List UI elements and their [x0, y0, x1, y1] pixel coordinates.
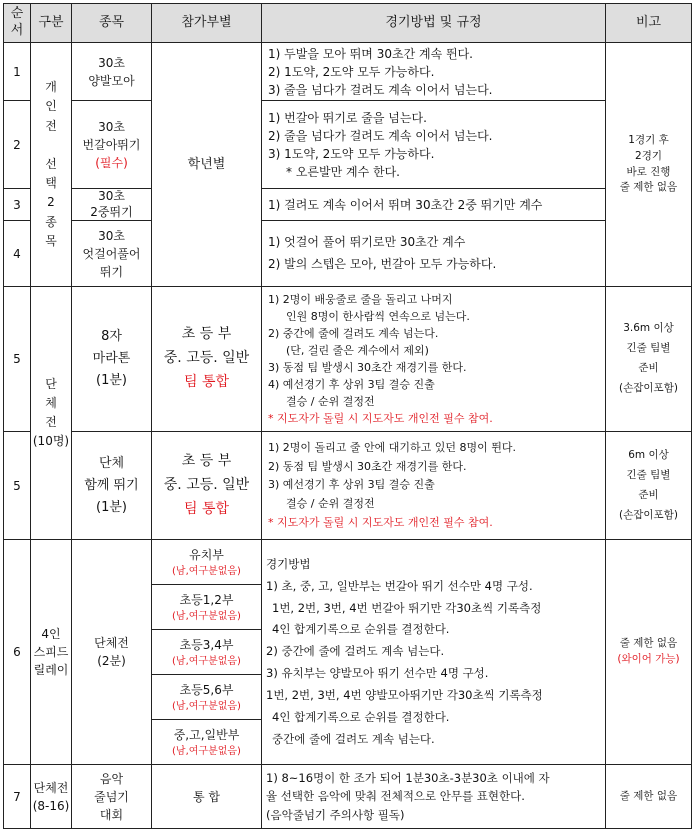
- table-row: [4, 101, 692, 189]
- wire-allowed-badge: (와이어 가능): [617, 653, 680, 666]
- header-rules: 경기방법 및 규정: [262, 4, 606, 43]
- rules-cell: 1) 2명이 배웅줄로 줄을 돌리고 나머지 인원 8명이 한사람씩 연속으로 넘는다. 2) 중간에 줄에 걸려도 계속 넘는다. (단, 걸린 줄은 계수에서 제외) 3) 동점 팀 발생시 30초간 재경기를 한다. 4) 예선경기 후 상위 3팀 결승 진출 결승 / 순위 결정전 * 지도자가 돌릴 시 지도자도 개인전 필수 참여.: [262, 287, 606, 432]
- division-cell: 통 합: [152, 765, 262, 829]
- header-row: [4, 4, 692, 43]
- event-cell: 단체전 (2분): [72, 540, 152, 765]
- division-cell: 초 등 부 중. 고등. 일반 팀 통합: [152, 287, 262, 432]
- coach-note: * 지도자가 돌릴 시 지도자도 개인전 필수 참여.: [268, 412, 493, 426]
- relay-division: 초등1,2부 (남,여구분없음): [152, 585, 261, 630]
- remark-cell: 3.6m 이상 긴줄 팀별 준비 (손잡이포함): [606, 287, 692, 432]
- event-cell: 30초 번갈아뛰기 (필수): [72, 101, 152, 189]
- table-row: [4, 287, 692, 432]
- event-cell: 8자 마라톤 (1분): [72, 287, 152, 432]
- rules-cell: 1) 엇걸어 풀어 뛰기로만 30초간 계수 2) 발의 스텝은 모아, 번갈아 모두 가능하다.: [262, 221, 606, 287]
- category-music: 단체전 (8-16): [31, 765, 72, 829]
- row-no: 5: [4, 432, 31, 540]
- table-row: [4, 540, 692, 765]
- row-no: 1: [4, 43, 31, 101]
- relay-division: 초등3,4부 (남,여구분없음): [152, 630, 261, 675]
- team-integrated-badge: 팀 통합: [183, 500, 230, 517]
- rules-cell: 1) 두발을 모아 뛰며 30초간 계속 뛴다. 2) 1도약, 2도약 모두 가능하다. 3) 줄을 넘다가 걸려도 계속 이어서 넘는다.: [262, 43, 606, 101]
- header-category: 구분: [31, 4, 72, 43]
- coach-note: * 지도자가 돌릴 시 지도자도 개인전 필수 참여.: [268, 515, 493, 529]
- row-no: 2: [4, 101, 31, 189]
- event-cell: 단체 함께 뛰기 (1분): [72, 432, 152, 540]
- header-event: 종목: [72, 4, 152, 43]
- table-row: [4, 189, 692, 221]
- remark-individual: 1경기 후 2경기 바로 진행 줄 제한 없음: [606, 43, 692, 287]
- event-cell: 음악 줄넘기 대회: [72, 765, 152, 829]
- remark-cell: 6m 이상 긴줄 팀별 준비 (손잡이포함): [606, 432, 692, 540]
- table-row: [4, 432, 692, 540]
- header-division: 참가부별: [152, 4, 262, 43]
- table-row: [4, 221, 692, 287]
- rules-cell: 1) 2명이 돌리고 줄 안에 대기하고 있던 8명이 뛴다. 2) 동점 팀 발생시 30초간 재경기를 한다. 3) 예선경기 후 상위 3팀 결승 진출 결승 / 순위 결정전 * 지도자가 돌릴 시 지도자도 개인전 필수 참여.: [262, 432, 606, 540]
- header-no: 순 서: [4, 4, 31, 43]
- row-no: 5: [4, 287, 31, 432]
- table-row: [4, 765, 692, 829]
- competition-rules-table: [3, 3, 692, 829]
- row-no: 3: [4, 189, 31, 221]
- event-cell: 30초 엇걸어풀어 뛰기: [72, 221, 152, 287]
- rules-cell: 1) 8~16명이 한 조가 되어 1분30초-3분30초 이내에 자 율 선택한 음악에 맞춰 전체적으로 안무를 표현한다. (음악줄넘기 주의사항 필독): [262, 765, 606, 829]
- rules-cell: 경기방법 1) 초, 중, 고, 일반부는 번갈아 뛰기 선수만 4명 구성. 1번, 2번, 3번, 4번 번갈아 뛰기만 각30초씩 기록측정 4인 합계기록으로 순위를 결정한다. 2) 중간에 줄에 걸려도 계속 넘는다. 3) 유치부는 양발모아 뛰기 선수만 4명 구성. 1번, 2번, 3번, 4번 양발모아뛰기만 각30초씩 기록측정 4인 합계기록으로 순위를 결정한다. 중간에 줄에 걸려도 계속 넘는다.: [262, 540, 606, 765]
- team-integrated-badge: 팀 통합: [183, 374, 230, 391]
- required-badge: (필수): [95, 155, 128, 170]
- division-cell: 초 등 부 중. 고등. 일반 팀 통합: [152, 432, 262, 540]
- event-cell: 30초 양발모아: [72, 43, 152, 101]
- relay-division: 초등5,6부 (남,여구분없음): [152, 675, 261, 720]
- table-row: [4, 43, 692, 101]
- row-no: 6: [4, 540, 31, 765]
- rules-cell: 1) 번갈아 뛰기로 줄을 넘는다. 2) 줄을 넘다가 걸려도 계속 이어서 넘는다. 3) 1도약, 2도약 모두 가능하다. * 오른발만 계수 한다.: [262, 101, 606, 189]
- relay-division: 중,고,일반부 (남,여구분없음): [172, 727, 241, 757]
- relay-division: 유치부 (남,여구분없음): [152, 540, 261, 585]
- category-group: 단 체 전 (10명): [31, 287, 72, 540]
- header-remarks: 비고: [606, 4, 692, 43]
- division-grade: 학년별: [152, 43, 262, 287]
- relay-divisions: [152, 540, 262, 765]
- remark-cell: 줄 제한 없음 (와이어 가능): [606, 540, 692, 765]
- category-individual: 개 인 전 선 택 2 종 목: [31, 43, 72, 287]
- event-cell: 30초 2중뛰기: [72, 189, 152, 221]
- category-relay: 4인 스피드 릴레이: [31, 540, 72, 765]
- rules-cell: 1) 걸려도 계속 이어서 뛰며 30초간 2중 뛰기만 계수: [262, 189, 606, 221]
- row-no: 4: [4, 221, 31, 287]
- remark-cell: 줄 제한 없음: [606, 765, 692, 829]
- row-no: 7: [4, 765, 31, 829]
